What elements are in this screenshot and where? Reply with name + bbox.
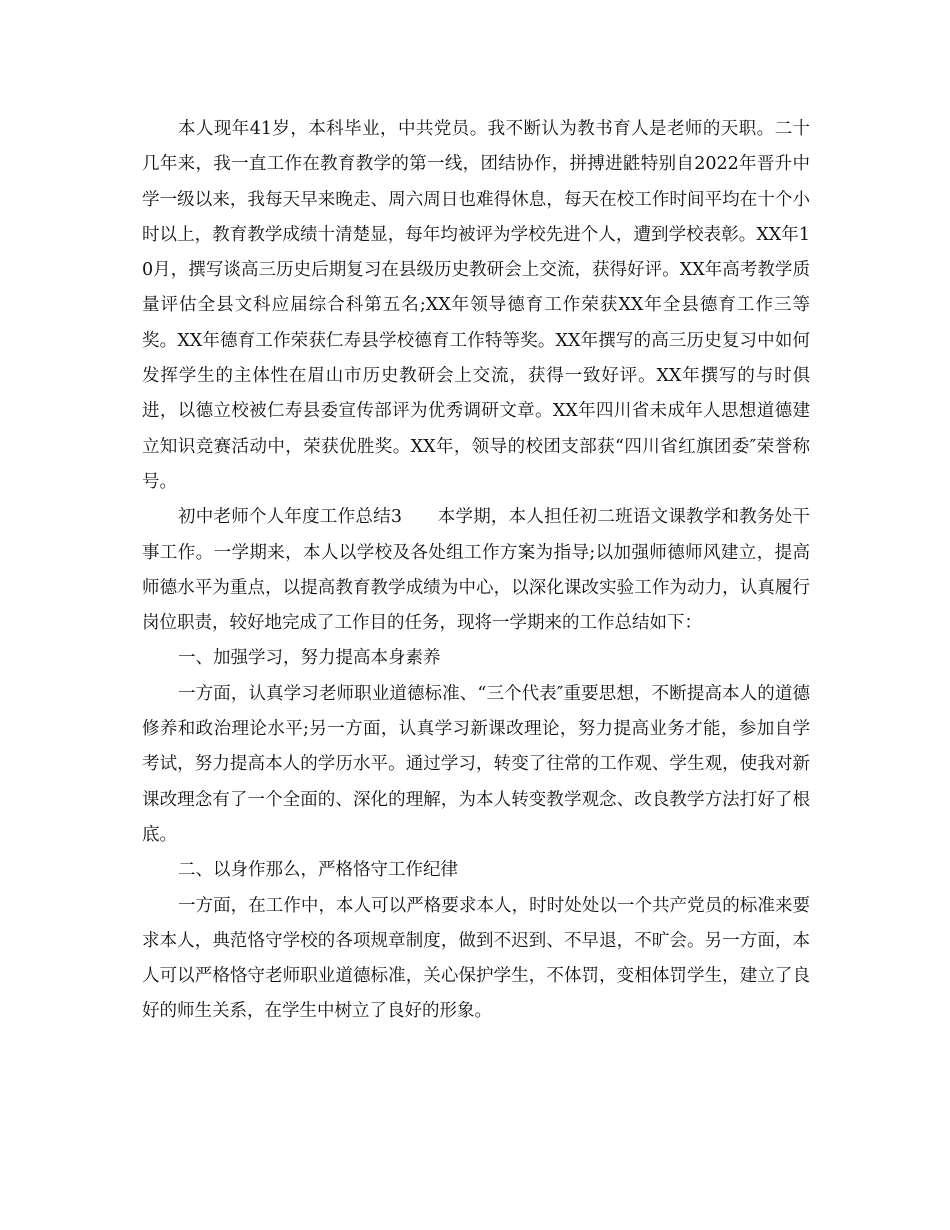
section-heading-study: 一、加强学习，努力提高本身素养 <box>178 648 441 669</box>
paragraph-semester-intro: 初中老师个人年度工作总结3 本学期，本人担任初二班语文课教学和教务处干事工作。一学期来，本人以学校及各处组工作方案为指导;以加强师德师风建立，提高师德水平为重点，以提高教育教学成绩为中心，以深化课改实验工作为动力，认真履行岗位职责，较好地完成了工作目的任务，现将一学期来的工作总结如下： <box>142 507 810 634</box>
paragraph-study: 一方面，认真学习老师职业道德标准、“三个代表″重要思想，不断提高本人的道德修养和政治理论水平;另一方面，认真学习新课改理论，努力提高业务才能，参加自学考试，努力提高本人的学历水平。通过学习，转变了往常的工作观、学生观，使我对新课改理念有了一个全面的、深化的理解，为本人转变教学观念、改良教学方法打好了根底。 <box>142 683 810 845</box>
section-heading-discipline: 二、以身作那么，严格恪守工作纪律 <box>178 860 458 881</box>
paragraph-personal-summary: 本人现年41岁，本科毕业，中共党员。我不断认为教书育人是老师的天职。二十几年来，我一直工作在教育教学的第一线，团结协作，拼搏进鼪特别自2022年晋升中学一级以来，我每天早来晚走、周六周日也难得休息，每天在校工作时间平均在十个小时以上，教育教学成绩十清楚显，每年均被评为学校先进个人，遭到学校表彰。XX年10月，撰写谈高三历史后期复习在县级历史教研会上交流，获得好评。XX年高考教学质量评估全县文科应届综合科第五名;XX年领导德育工作荣获XX年全县德育工作三等奖。XX年德育工作荣获仁寿县学校德育工作特等奖。XX年撰写的高三历史复习中如何发挥学生的主体性在眉山市历史教研会上交流，获得一致好评。XX年撰写的与时俱进，以德立校被仁寿县委宣传部评为优秀调研文章。XX年四川省未成年人思想道德建立知识竞赛活动中，荣获优胜奖。XX年，领导的校团支部获“四川省红旗团委″荣誉称号。 <box>142 119 810 492</box>
document-page <box>142 112 810 1030</box>
paragraph-discipline: 一方面，在工作中，本人可以严格要求本人，时时处处以一个共产党员的标准来要求本人，典范恪守学校的各项规章制度，做到不迟到、不早退，不旷会。另一方面，本人可以严格恪守老师职业道德标准，关心保护学生，不体罚，变相体罚学生，建立了良好的师生关系，在学生中树立了良好的形象。 <box>142 895 810 1022</box>
